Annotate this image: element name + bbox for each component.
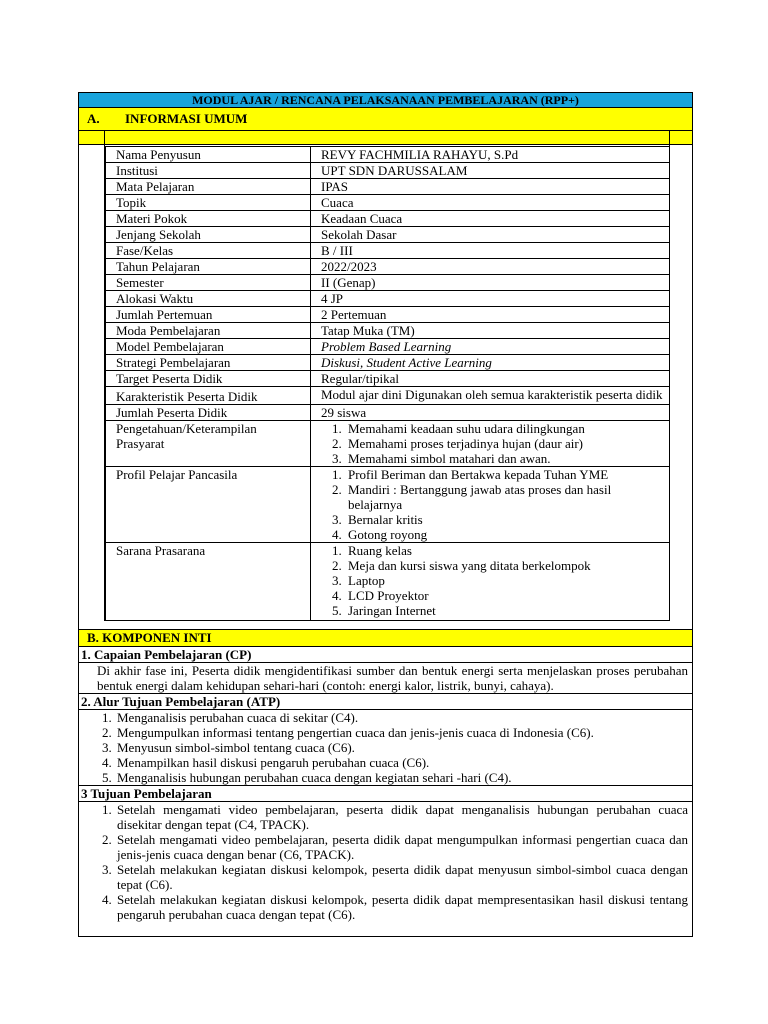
- info-row: [106, 355, 670, 371]
- info-key: Mata Pelajaran: [106, 179, 311, 195]
- info-row: [106, 163, 670, 179]
- document-frame: [78, 92, 693, 937]
- tp-body: [79, 802, 692, 922]
- list-item: 2. Memahami proses terjadinya hujan (daur air): [345, 436, 663, 451]
- info-value: Diskusi, Student Active Learning: [311, 355, 670, 371]
- info-row: [106, 323, 670, 339]
- info-value: 29 siswa: [311, 405, 670, 421]
- info-key: Topik: [106, 195, 311, 211]
- info-row: [106, 259, 670, 275]
- list-item: 1. Ruang kelas: [345, 543, 663, 558]
- info-key: Fase/Kelas: [106, 243, 311, 259]
- info-value: Cuaca: [311, 195, 670, 211]
- atp-heading: 2. Alur Tujuan Pembelajaran (ATP): [79, 694, 692, 710]
- info-value: Tatap Muka (TM): [311, 323, 670, 339]
- info-row-profil: [106, 467, 670, 543]
- list-item: 2. Setelah mengamati video pembelajaran, peserta didik dapat mengumpulkan informasi pengertian cuaca dan jenis-jenis cuaca dengan benar (C6, TPACK).: [115, 832, 688, 862]
- info-key: Strategi Pembelajaran: [106, 355, 311, 371]
- list-item: 1. Memahami keadaan suhu udara dilingkungan: [345, 421, 663, 436]
- info-row: [106, 147, 670, 163]
- info-row: [106, 275, 670, 291]
- info-value-list: [311, 543, 670, 621]
- list-item: 4. Gotong royong: [345, 527, 663, 542]
- list-item: 3. Bernalar kritis: [345, 512, 663, 527]
- info-value: Modul ajar dini Digunakan oleh semua karakteristik peserta didik: [311, 387, 670, 405]
- section-a-header: [79, 108, 692, 131]
- cp-heading: 1. Capaian Pembelajaran (CP): [79, 647, 692, 663]
- cp-body: [79, 663, 692, 694]
- info-value: II (Genap): [311, 275, 670, 291]
- info-value: REVY FACHMILIA RAHAYU, S.Pd: [311, 147, 670, 163]
- info-key: Materi Pokok: [106, 211, 311, 227]
- list-item: 3. Menyusun simbol-simbol tentang cuaca (C6).: [115, 740, 688, 755]
- list-item: 4. LCD Proyektor: [345, 588, 663, 603]
- info-row: [106, 243, 670, 259]
- section-a-number: A.: [87, 111, 100, 126]
- info-row: [106, 339, 670, 355]
- list-item: 2. Mengumpulkan informasi tentang pengertian cuaca dan jenis-jenis cuaca di Indonesia (C6).: [115, 725, 688, 740]
- info-row: [106, 195, 670, 211]
- tp-heading: 3 Tujuan Pembelajaran: [79, 786, 692, 802]
- info-value-list: [311, 421, 670, 467]
- info-row: [106, 405, 670, 421]
- tp-list: [79, 802, 692, 922]
- info-key: Institusi: [106, 163, 311, 179]
- info-value: Problem Based Learning: [311, 339, 670, 355]
- info-table: [105, 146, 670, 621]
- info-value: IPAS: [311, 179, 670, 195]
- info-row: [106, 307, 670, 323]
- list-item: 4. Menampilkan hasil diskusi pengaruh perubahan cuaca (C6).: [115, 755, 688, 770]
- info-key: Jumlah Pertemuan: [106, 307, 311, 323]
- info-value: 4 JP: [311, 291, 670, 307]
- list-item: 5. Jaringan Internet: [345, 603, 663, 618]
- info-key: Sarana Prasarana: [106, 543, 311, 621]
- info-row: [106, 371, 670, 387]
- document-title: MODUL AJAR / RENCANA PELAKSANAAN PEMBELAJARAN (RPP+): [79, 93, 692, 108]
- info-value: Regular/tipikal: [311, 371, 670, 387]
- info-key: Alokasi Waktu: [106, 291, 311, 307]
- info-key: Nama Penyusun: [106, 147, 311, 163]
- section-a-title: INFORMASI UMUM: [125, 111, 248, 126]
- info-key: Profil Pelajar Pancasila: [106, 467, 311, 543]
- atp-body: [79, 710, 692, 786]
- info-row: [106, 387, 670, 405]
- info-value: UPT SDN DARUSSALAM: [311, 163, 670, 179]
- list-item: 3. Laptop: [345, 573, 663, 588]
- info-key: Jumlah Peserta Didik: [106, 405, 311, 421]
- info-row: [106, 291, 670, 307]
- info-row-prasyarat: [106, 421, 670, 467]
- info-key: Target Peserta Didik: [106, 371, 311, 387]
- list-item: 4. Setelah melakukan kegiatan diskusi kelompok, peserta didik dapat mempresentasikan hasil diskusi tentang pengaruh perubahan cuaca dengan tepat (C6).: [115, 892, 688, 922]
- list-item: 1. Setelah mengamati video pembelajaran, peserta didik dapat menganalisis hubungan perubahan cuaca disekitar dengan tepat (C4, TPACK).: [115, 802, 688, 832]
- info-row-sarana: [106, 543, 670, 621]
- info-row: [106, 179, 670, 195]
- info-key: Moda Pembelajaran: [106, 323, 311, 339]
- info-value: Sekolah Dasar: [311, 227, 670, 243]
- info-value: 2 Pertemuan: [311, 307, 670, 323]
- info-value: B / III: [311, 243, 670, 259]
- list-item: 2. Meja dan kursi siswa yang ditata berkelompok: [345, 558, 663, 573]
- info-key: Jenjang Sekolah: [106, 227, 311, 243]
- list-item: 3. Setelah melakukan kegiatan diskusi kelompok, peserta didik dapat menyusun simbol-simbol cuaca dengan tepat (C6).: [115, 862, 688, 892]
- section-a-spacer: [79, 131, 692, 145]
- list-item: 1. Profil Beriman dan Bertakwa kepada Tuhan YME: [345, 467, 663, 482]
- info-key: Karakteristik Peserta Didik: [106, 387, 311, 405]
- section-b-header: B. KOMPONEN INTI: [79, 629, 692, 647]
- info-row: [106, 211, 670, 227]
- info-value-list: [311, 467, 670, 543]
- info-value: 2022/2023: [311, 259, 670, 275]
- list-item: 2. Mandiri : Bertanggung jawab atas proses dan hasil belajarnya: [345, 482, 663, 512]
- atp-list: [79, 710, 692, 785]
- list-item: 3. Memahami simbol matahari dan awan.: [345, 451, 663, 466]
- profil-list: [321, 467, 663, 542]
- info-key: Model Pembelajaran: [106, 339, 311, 355]
- sarana-list: [321, 543, 663, 618]
- info-key: Semester: [106, 275, 311, 291]
- info-row: [106, 227, 670, 243]
- prasyarat-list: [321, 421, 663, 466]
- list-item: 1. Menganalisis perubahan cuaca di sekitar (C4).: [115, 710, 688, 725]
- list-item: 5. Menganalisis hubungan perubahan cuaca dengan kegiatan sehari -hari (C4).: [115, 770, 688, 785]
- info-key: Pengetahuan/Keterampilan Prasyarat: [106, 421, 311, 467]
- info-key: Tahun Pelajaran: [106, 259, 311, 275]
- cp-text: Di akhir fase ini, Peserta didik mengidentifikasi sumber dan bentuk energi serta menjelaskan proses perubahan bentuk energi dalam kehidupan sehari-hari (contoh: energi kalor, listrik, bunyi, cahaya).: [97, 663, 688, 693]
- info-value: Keadaan Cuaca: [311, 211, 670, 227]
- section-b-content: [79, 647, 692, 922]
